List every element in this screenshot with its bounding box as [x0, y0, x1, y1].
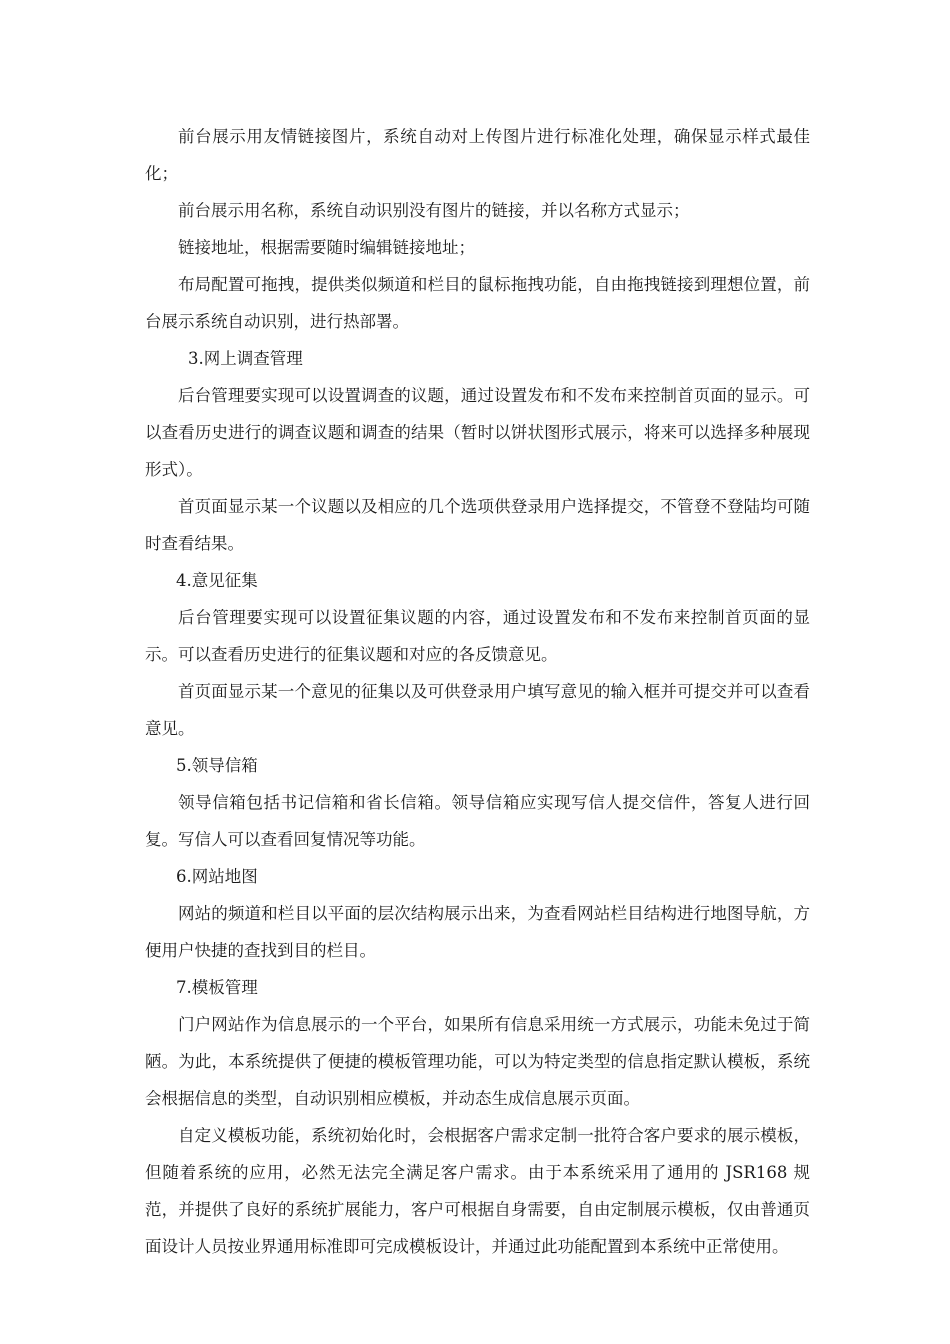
paragraph-opinion-backend: 后台管理要实现可以设置征集议题的内容，通过设置发布和不发布来控制首页面的显示。可以查看历史进行的征集议题和对应的各反馈意见。: [145, 608, 810, 664]
paragraph-link-name: 前台展示用名称，系统自动识别没有图片的链接，并以名称方式显示；: [178, 201, 690, 220]
paragraph-leader-mailbox: 领导信箱包括书记信箱和省长信箱。领导信箱应实现写信人提交信件，答复人进行回复。写信人可以查看回复情况等功能。: [145, 793, 810, 849]
heading-leader-mailbox: 5.领导信箱: [176, 756, 258, 775]
paragraph-site-map: 网站的频道和栏目以平面的层次结构展示出来，为查看网站栏目结构进行地图导航，方便用户快捷的查找到目的栏目。: [145, 904, 810, 960]
heading-online-survey: 3.网上调查管理: [188, 349, 303, 368]
paragraph-template-intro: 门户网站作为信息展示的一个平台，如果所有信息采用统一方式展示，功能未免过于简陋。为此，本系统提供了便捷的模板管理功能，可以为特定类型的信息指定默认模板，系统会根据信息的类型，自动识别相应模板，并动态生成信息展示页面。: [145, 1015, 810, 1108]
document-body: [145, 118, 810, 1265]
paragraph-opinion-frontpage: 首页面显示某一个意见的征集以及可供登录用户填写意见的输入框并可提交并可以查看意见。: [145, 682, 810, 738]
paragraph-survey-backend: 后台管理要实现可以设置调查的议题，通过设置发布和不发布来控制首页面的显示。可以查看历史进行的调查议题和调查的结果（暂时以饼状图形式展示，将来可以选择多种展现形式）。: [145, 386, 810, 479]
heading-template-management: 7.模板管理: [176, 978, 258, 997]
heading-opinion-collection: 4.意见征集: [176, 571, 258, 590]
paragraph-link-address: 链接地址，根据需要随时编辑链接地址；: [178, 238, 475, 257]
paragraph-template-custom: 自定义模板功能，系统初始化时，会根据客户需求定制一批符合客户要求的展示模板，但随着系统的应用，必然无法完全满足客户需求。由于本系统采用了通用的 JSR168 规范，并提供了良好的系统扩展能力，客户可根据自身需要，自由定制展示模板，仅由普通页面设计人员按业界通用标准即可完成模板设计，并通过此功能配置到本系统中正常使用。: [145, 1126, 810, 1256]
paragraph-layout-drag: 布局配置可拖拽，提供类似频道和栏目的鼠标拖拽功能，自由拖拽链接到理想位置，前台展示系统自动识别，进行热部署。: [145, 275, 810, 331]
paragraph-survey-frontpage: 首页面显示某一个议题以及相应的几个选项供登录用户选择提交，不管登不登陆均可随时查看结果。: [145, 497, 810, 553]
paragraph-link-image: 前台展示用友情链接图片，系统自动对上传图片进行标准化处理，确保显示样式最佳化；: [145, 127, 810, 183]
heading-site-map: 6.网站地图: [176, 867, 258, 886]
